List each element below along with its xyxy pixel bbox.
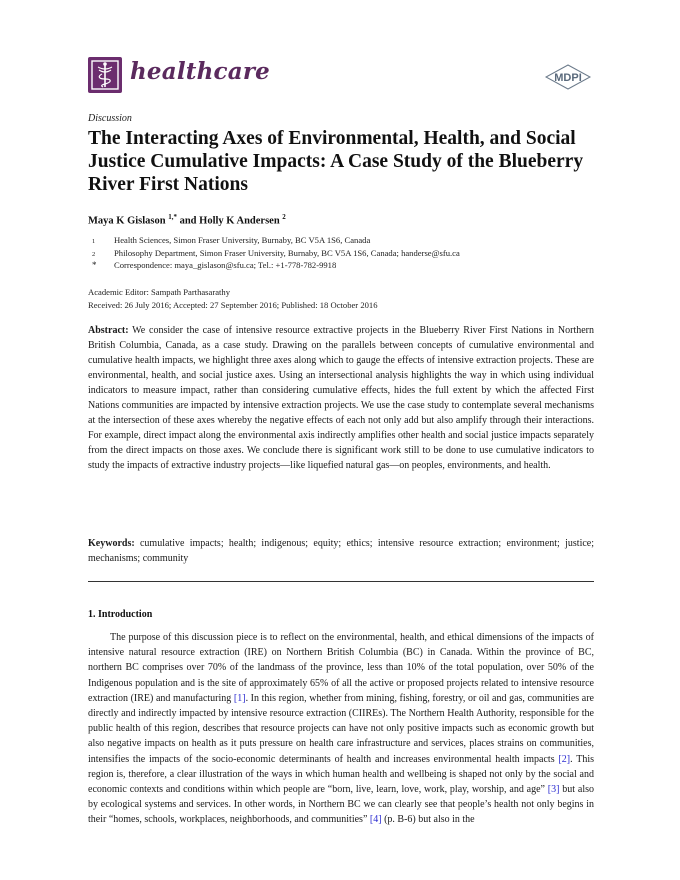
journal-logo-icon [88, 57, 122, 93]
article-meta [88, 286, 378, 311]
keywords-label: Keywords: [88, 538, 135, 549]
abstract [88, 323, 594, 473]
affiliation-item [88, 235, 598, 248]
paragraph-text: (p. B-6) but also in the [381, 814, 475, 826]
article-title: The Interacting Axes of Environmental, Health, and Social Justice Cumulative Impacts: A Case Study of the Blueberry River First Nations [88, 128, 584, 195]
author-affiliation-mark: 1,* [168, 213, 177, 221]
section-divider [88, 581, 594, 582]
paragraph-text: . In this region, whether from mining, fishing, forestry, or oil and gas, communities are directly and indirectly impacted by intensive resource extraction (CIIREs). The Northern Health Authority, responsible for the public health of this region, describes that resource projects can have not only positive impacts such as economic growth but also negative impacts on health as it puts pressure on health care infrastructure and services, places strains on communities, intensifies the impacts of the socio-economic determinants of health and increases environmental health impacts [88, 692, 594, 765]
affiliation-mark: * [92, 260, 97, 270]
paragraph-text: but also by ecological systems and services. In other words, in Northern BC we can clearly see that people’s health not only begins in their “homes, schools, workplaces, neighborhoods, and communities” [88, 784, 595, 826]
author-name: Holly K Andersen [199, 215, 280, 227]
affiliation-text: Philosophy Department, Simon Fraser University, Burnaby, BC V5A 1S6, Canada; handerse@sfu.ca [114, 247, 460, 258]
paragraph-text: The purpose of this discussion piece is to reflect on the environmental, health, and ethical dimensions of the impacts of intensive natural resource extraction (IRE) on Northern British Columbia (BC) in Canada. Within the province of BC, northern BC comprises over 70% of the landmass of the province, less than 10% of the total population, over 50% of the Indigenous population and is the site of approximately 65% of all the active or proposed projects related to intensive resource extraction (IRE) and manufacturing [88, 632, 594, 704]
affiliation-item [88, 248, 598, 261]
affiliation-mark: 1 [92, 238, 96, 245]
article-type: Discussion [88, 113, 132, 124]
paragraph-text: . This region is, therefore, a clear illustration of the ways in which human health and wellbeing is shaped not only by the social and economic contexts and conditions within which people are “born, live, learn, love, work, play, worship, and age” [88, 753, 595, 796]
citation-link[interactable]: [2] [558, 753, 571, 765]
citation-link[interactable]: [1] [233, 692, 246, 704]
journal-name: healthcare [130, 58, 270, 85]
keywords [88, 536, 594, 566]
keywords-text: cumulative impacts; health; indigenous; equity; ethics; intensive resource extraction; environment; justice; mechanisms; community [88, 538, 595, 564]
author-separator: and [176, 215, 200, 227]
introduction-paragraph [88, 630, 594, 828]
author-name: Maya K Gislason [88, 215, 166, 227]
affiliation-text: Health Sciences, Simon Fraser University, Burnaby, BC V5A 1S6, Canada [114, 235, 371, 245]
author-affiliation-mark: 2 [282, 213, 286, 221]
abstract-label: Abstract: [88, 325, 129, 336]
publisher-name: MDPI [554, 72, 582, 84]
section-heading: 1. Introduction [88, 609, 153, 620]
affiliation-item [88, 260, 598, 273]
abstract-text: We consider the case of intensive resource extractive projects in the Blueberry River First Nations in Northern British Columbia, Canada, as a case study. Drawing on the parallels between concepts of cumulative environmental and cumulative health impacts, we highlight three axes along which to gauge the effects of intensive extraction projects. These are environmental, health, and social justice axes. Using an intersectional analysis highlights the way in which using individual indicators to measure impact, rather than considering cumulative effects, hides the full extent by which the affected First Nations communities are impacted by intensive extraction projects. We use the case study to contemplate several mechanisms at the intersection of these axes whereby the negative effects of each not only add but also amplify through their interactions. For example, direct impact along the environmental axis indirectly amplifies other health and social justice impacts separately from the direct impacts on those axes. We conclude there is significant work still to be done to use cumulative indicators to study the impacts of extractive industry projects—like liquefied natural gas—on peoples, environments, and health. [88, 325, 594, 471]
author-list [88, 213, 286, 227]
citation-link[interactable]: [4] [369, 814, 382, 826]
academic-editor: Academic Editor: Sampath Parthasarathy [88, 287, 230, 297]
publication-dates: Received: 26 July 2016; Accepted: 27 September 2016; Published: 18 October 2016 [88, 299, 378, 310]
affiliation-mark: 2 [92, 250, 96, 258]
publisher-logo [544, 64, 592, 90]
correspondence-text: Correspondence: maya_gislason@sfu.ca; Tel.: +1-778-782-9918 [114, 260, 337, 270]
affiliations [88, 235, 598, 273]
citation-link[interactable]: [3] [547, 784, 560, 796]
